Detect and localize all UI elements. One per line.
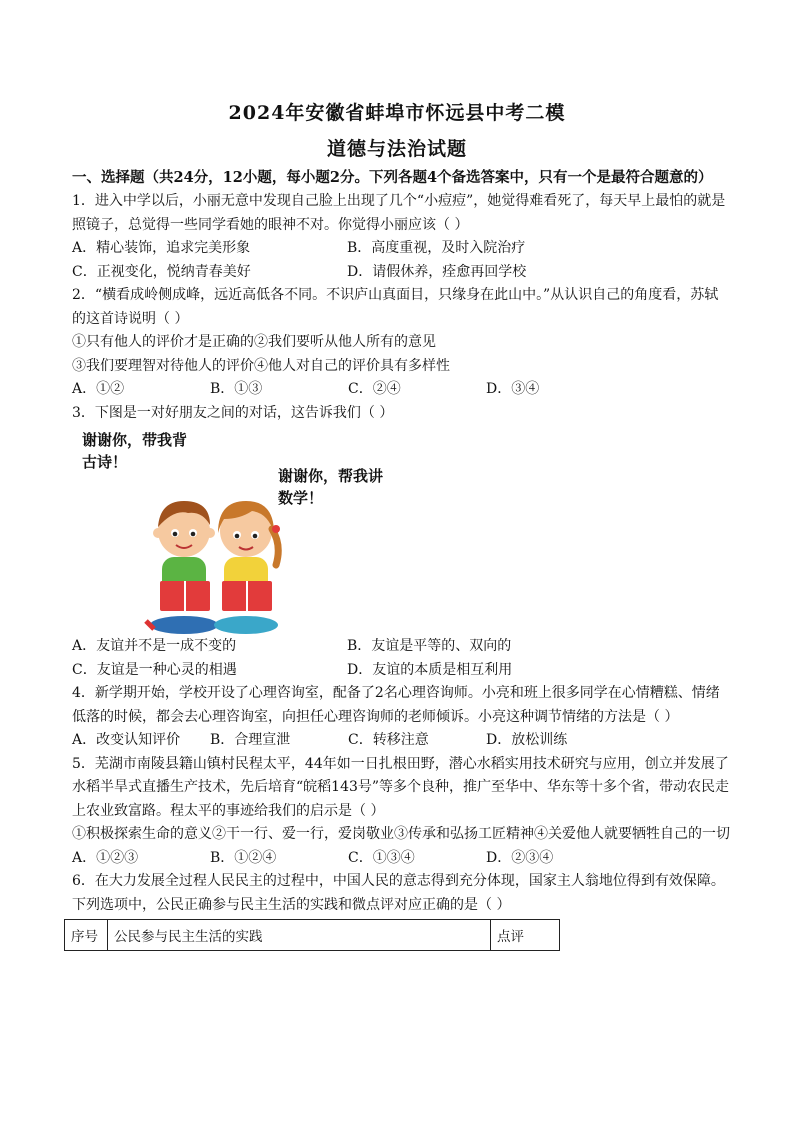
question-4-option-c: C．转移注意 [348,732,429,748]
question-1-option-b: B．高度重视，及时入院治疗 [347,240,526,256]
question-4-option-b: B．合理宣泄 [210,732,291,748]
question-5-options [72,847,732,871]
question-3-option-c: C．友谊是一种心灵的相遇 [72,661,237,678]
section-heading: 一、选择题（共24分，12小题，每小题2分。下列各题4个备选答案中，只有一个是最符合题意的） [72,169,713,186]
exam-subtitle: 道德与法治试题 [326,138,467,160]
question-4-options [72,729,732,753]
question-2-stem: 2．“横看成岭侧成峰，远近高低各不同。不识庐山真面目，只缘身在此山中。”从认识自己的角度看，苏轼的这首诗说明（ ） [72,287,719,327]
speech-text-right: 谢谢你，帮我讲数学！ [278,467,384,507]
table-header-row [65,920,560,951]
question-1-stem: 1．进入中学以后，小丽无意中发现自己脸上出现了几个“小痘痘”，她觉得难看死了，每天早上最怕的就是照镜子，总觉得一些同学看她的眼神不对。你觉得小丽应该（ ） [72,193,726,233]
question-2-options [72,378,732,402]
question-4-option-a: A．改变认知评价 [72,732,181,748]
table-header-comment: 点评 [491,920,560,951]
question-3-option-b: B．友谊是平等的、双向的 [347,638,512,654]
question-3-options [72,635,732,682]
question-1-option-a: A．精心装饰，追求完美形象 [72,240,251,256]
question-1-option-d: D．请假休养，痊愈再回学校 [347,263,527,280]
boy-figure [146,501,218,634]
question-2-statement-2: ③我们要理智对待他人的评价④他人对自己的评价具有多样性 [72,357,450,374]
exam-content [72,166,732,951]
question-2-option-d: D．③④ [486,381,540,397]
question-5-option-a: A．①②③ [72,849,139,866]
question-6-stem: 6．在大力发展全过程人民民主的过程中，中国人民的意志得到充分体现，国家主人翁地位得到有效保障。下列选项中，公民正确参与民主生活的实践和微点评对应正确的是（ ） [72,873,725,913]
question-2-option-c: C．②④ [348,381,401,397]
friends-illustration [72,427,732,635]
question-3-stem: 3．下图是一对好朋友之间的对话，这告诉我们（ ） [72,404,394,421]
question-1-option-c: C．正视变化，悦纳青春美好 [72,263,251,280]
question-3-option-a: A．友谊并不是一成不变的 [72,638,237,654]
exam-title: 2024年安徽省蚌埠市怀远县中考二模 [228,102,566,124]
question-5-statements: ①积极探索生命的意义②干一行、爱一行，爱岗敬业③传承和弘扬工匠精神④关爱他人就要牺牲自己的一切 [72,826,730,842]
question-4-option-d: D．放松训练 [486,732,568,748]
question-3-option-d: D．友谊的本质是相互利用 [347,661,513,678]
question-4-stem: 4．新学期开始，学校开设了心理咨询室，配备了2名心理咨询师。小亮和班上很多同学在心情糟糕、情绪低落的时候，都会去心理咨询室，向担任心理咨询师的老师倾诉。小亮这种调节情绪的方法是（ ） [72,685,720,725]
question-2-option-b: B．①③ [210,381,263,397]
question-2-statement-1: ①只有他人的评价才是正确的②我们要听从他人所有的意见 [72,334,436,350]
table-header-index: 序号 [65,920,108,951]
two-children-reading-icon [144,489,284,637]
question-5-option-b: B．①②④ [210,849,277,866]
question-5-option-d: D．②③④ [486,849,554,866]
table-header-practice: 公民参与民主生活的实践 [108,920,491,951]
question-1-options [72,237,732,284]
girl-figure [214,501,280,634]
question-2-option-a: A．①② [72,381,125,397]
question-5-stem: 5．芜湖市南陵县籍山镇村民程太平，44年如一日扎根田野，潜心水稻实用技术研究与应用，创立并发展了水稻半旱式直播生产技术，先后培育“皖稻143号”等多个良种，推广至华中、华东等十多个省，带动农民走上农业致富路。程太平的事迹给我们的启示是（ ） [72,755,730,819]
question-6-table [64,919,560,951]
speech-text-left: 谢谢你，带我背古诗！ [82,431,188,471]
question-5-option-c: C．①③④ [348,849,415,866]
